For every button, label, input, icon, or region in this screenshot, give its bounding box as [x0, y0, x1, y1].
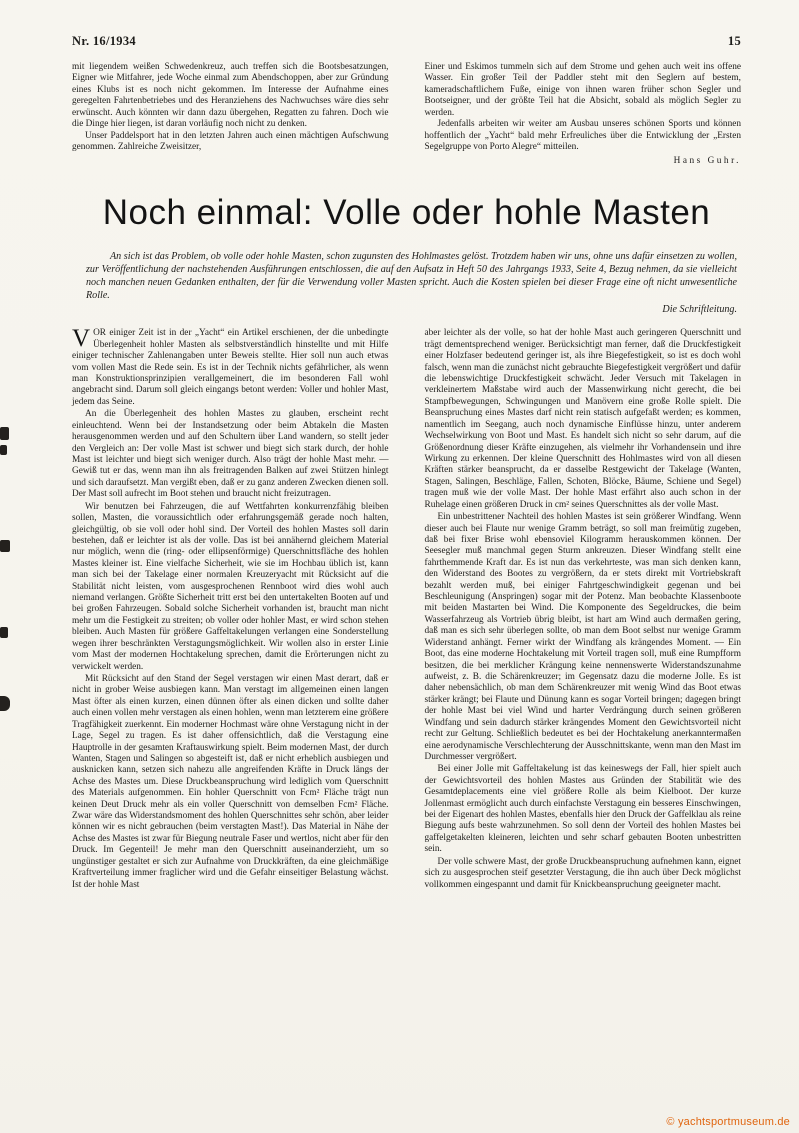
paragraph: aber leichter als der volle, so hat der hohle Mast auch geringeren Querschnitt und trägt dementsprechend weniger. Berücksichtigt man ferner, daß die Druckfestigkeit einer Holzfaser bedeutend geringer ist, als ihre Biegefestigkeit, so ist es doch wohl falsch, wenn man die zunächst nicht gebrauchte Biegefestigkeit vergrößert und dafür die lebenswichtige Druckfestigkeit schwächt. Jeder Versuch mit Takelagen in verkleinertem Maßstabe wird auch der Massenwirkung nicht gerecht, die bei Stampfbewegungen, Schwingungen und Manövern eine große Rolle spielt. Die Beanspruchung eines Mastes darf nicht rein statisch aufgefaßt werden; es kommen, namentlich im Seegang, auch noch dynamische Einflüsse hinzu, unter anderem Wechselwirkung von Boot und Mast. Es handelt sich nicht so sehr darum, auf die Größenordnung dieser Kräfte einzugehen, als vielmehr ihr Vorhandensein und ihre Wirkung zu erkennen. Der kleine Querschnitt des Hohlmastes wird von all diesen Kräften stärker beansprucht, da er dasselbe Restgewicht der Takelage (Wanten, Stagen, Salingen, Beschläge, Fallen, Schoten, Blöcke, Bäume, Schiene und Segel) tragen muß wie der volle Mast. Der hohle Mast erfährt also auch schon in der Ruhelage einen größeren Druck in cm² seines Querschnittes als der volle Mast. [424, 328, 741, 510]
paragraph: Jedenfalls arbeiten wir weiter am Ausbau unseres schönen Sports und können hoffentlich der „Yacht“ bald mehr Erfreuliches über die Entwicklung der „Ersten Segelgruppe von Porto Alegre“ mitteilen. [424, 119, 741, 152]
author-byline: Hans Guhr. [673, 156, 741, 167]
paragraph [72, 325, 389, 408]
top-article [72, 62, 741, 168]
paragraph: Mit Rücksicht auf den Stand der Segel verstagen wir einen Mast derart, daß er nicht in grober Weise ausbiegen kann. Man verstagt im allgemeinen einen langen Mast öfter als einen kurzen, einen dünnen öfter als einen dicken und sollte daher auch einen vollen mehr verstagen als einen hohlen, wenn man letzterem eine größere Tragfähigkeit zuerkennt. Ein moderner Hochmast wäre ohne Verstagung nicht in der Lage, Segel zu tragen. Es ist daher offensichtlich, daß die Verstagung eine Hauptrolle in der gesamten Kraftauswirkung spielt. Beim modernen Mast, der durch Wanten, Stagen und Salingen so abgesteift ist, daß er nicht erheblich ausbiegen und ausknicken kann, setzen sich nahezu alle angreifenden Kräfte in Druck längs der Achse des Mastes um. Diese Druckbeanspruchung wird lediglich vom Querschnitt des Materials aufgenommen. Ein hohler Querschnitt von Fcm² Fläche trägt nun keinen Deut Druck mehr als ein voller Querschnitt von demselben Fcm² Fläche. Zwar wäre das Widerstandsmoment des hohlen Querschnittes sehr schön, aber leider können wir es nicht gebrauchen (beim verstagten Mast!). Das Material in Nähe der Achse des Mastes ist zwar für Biegung neutrale Faser und wertlos, nicht aber für den Druck. Im Gegenteil! Je mehr man den Querschnitt auseinanderzieht, um so ungünstiger gestaltet er sich zur Aufnahme von Druckkräften, da eine gleichmäßige Kraftverteilung immer fraglicher wird und die Gefahr einseitiger Belastung wächst. Ist der hohle Mast [72, 674, 389, 890]
body-right-column [425, 328, 742, 892]
body-left-column [72, 325, 389, 892]
paragraph: mit liegendem weißen Schwedenkreuz, auch treffen sich die Bootsbesatzungen, Eigner wie Mitfahrer, jede Woche einmal zum Abendschoppen, aber zur Gründung eines Klubs ist es noch nicht gekommen. Im Interesse der Aufnahme eines geregelten Fahrtenbetriebes und des Heranziehens des Nachwuchses wäre dies sehr erwünscht. Auch könnten wir dann dazu übergehen, Regatten zu fahren. Doch wie die Dinge hier liegen, ist daran vorläufig noch nicht zu denken. [72, 62, 389, 130]
paragraph: An die Überlegenheit des hohlen Mastes zu glauben, erscheint recht einleuchtend. Wenn bei der Instandsetzung oder beim Abtakeln die Masten herausgenommen werden und auf den Schultern über Land wandern, so stellt jeder den Vergleich an: Der volle Mast ist schwer und biegt sich stark durch, der hohle Mast ist leichter und biegt sich weniger durch. Also trägt der hohle Mast mehr. — Gewiß tut er das, wenn man ihn als freitragenden Balken auf zwei Stützen hinlegt und sich daraufsetzt. Man vergißt eben, daß er zu ganz anderen Zwecken dienen soll. Der Mast soll aufrecht im Boot stehen und braucht nicht freizutragen. [72, 409, 389, 500]
editorial-signature: Die Schriftleitung. [662, 304, 737, 316]
scan-artifact [0, 627, 8, 638]
scan-artifact [0, 696, 10, 711]
issue-number: Nr. 16/1934 [72, 34, 136, 48]
paragraph: Ein unbestrittener Nachteil des hohlen Mastes ist sein größerer Windfang. Wenn dieser auch bei Flaute nur wenige Gramm beträgt, so soll man freimütig zugeben, daß bei fixer Brise wohl ebensoviel Kilogramm herauskommen können. Der Seesegler muß manchmal gegen Sturm ankreuzen. Dieser Windfang stellt eine fahrthemmende Kraft dar. Es ist nun das verkehrteste, was man sich denken kann, den Widerstand des Bootes zu vergrößern, da er stets direkt mit Vortriebskraft bezahlt werden muß, bei einiger Fahrtgeschwindigkeit gegenan und bei Beschleunigung (Anspringen) sogar mit der Potenz. Man beobachte Klassenboote mit beiden Mastarten bei Wind. Die Komponente des Segeldruckes, die beim Wasserfahrzeug als Vortrieb übrig bleibt, ist hart am Wind auch dermaßen gering, daß man es sich sehr überlegen sollte, ob man dem Boot selbst nur wenige Gramm Widerstand anhängt. Ferner wirkt der Windfang als krängendes Moment. — Ein Boot, das eine moderne Hochtakelung mit Vorteil tragen soll, muß eine Rumpfform besitzen, die bei merklicher Krängung keine nennenswerte Widerstandszunahme aufweist, z. B. die Schärenkreuzer; im Gegensatz dazu die moderne Jolle. Es ist daher nebensächlich, ob man dem Schärenkreuzer mit wenig Wind das Boot etwas stärker krängt; bei Flaute und Dünung kann es sogar Vorteil bringen; dagegen bringt der hohle Mast bei viel Wind und harter Verdrängung durch seinen größeren Windfang und sein dadurch stärker krängendes Moment den Gewichtsvorteil nicht recht zur Geltung. Schließlich bedeutet es bei der Hochtakelung anerkanntermaßen eine aerodynamische Verschlechterung der Ausschnittskante, wenn man den Mast im Durchmesser vergrößert. [424, 512, 741, 762]
scan-artifact [0, 445, 7, 455]
article-headline: Noch einmal: Volle oder hohle Masten [102, 192, 711, 232]
paragraph-text: OR einiger Zeit ist in der „Yacht“ ein Artikel erschienen, der die unbedingte Überlegenheit hohler Masten als selbstverständlich hinstellte und mit Hilfe einiger technischer Zahlenangaben unter Beweis stellte. Hier soll nun auch etwas vom vollen Mast die Rede sein. Es ist in der Technik nichts gefährlicher, als wenn man Konstruktionsprinzipien verallgemeinert, die im besonderen Fall wohl angebracht sind. Darum soll gleich eingangs betont werden: Voller und hohler Mast, jedem das Seine. [72, 328, 389, 407]
scan-artifact [0, 427, 9, 440]
paragraph: Bei einer Jolle mit Gaffeltakelung ist das keineswegs der Fall, hier spielt auch der Gewichtsvorteil des hohlen Mastes aus Gründen der Stabilität wie des Gesamtdeplacements eine viel größere Rolle als beim Kielboot. Der kurze Jollenmast ermöglicht auch durch einfachste Verstagung ein besseres Einschwingen, bei der Eigenart des hohlen Mastes, ebenfalls hier den Druck der Gaffelklau als reine Biegung aufs beste wahrzunehmen. So soll denn der Vorteil des hohlen Mastes bei gaffelgetakelten kleineren, leichten und sehr scharf gebauten Booten unbestritten sein. [424, 764, 741, 855]
paragraph: Der volle schwere Mast, der große Druckbeanspruchung aufnehmen kann, eignet sich zu ausgesprochen steif gesetzter Verstagung, die ihn auch über Deck möglichst vollkommen eingespannt und damit für Knickbeanspruchung geeigneter macht. [424, 856, 741, 890]
drop-cap: V [72, 325, 91, 353]
page-number: 15 [727, 34, 741, 48]
paragraph: Wir benutzen bei Fahrzeugen, die auf Wettfahrten konkurrenzfähig bleiben sollen, Masten, die voraussichtlich oder erfahrungsgemäß gerade noch halten, gleichgültig, ob sie voll oder hohl sind. Der Vorteil des hohlen Mastes soll darin bestehen, daß er leichter ist als der volle. Das ist bei annähernd gleichem Material nur möglich, wenn die (ring- oder ellipsenförmige) Querschnittsfläche des hohlen Mastes kleiner ist. Eine vielfache Sicherheit, wie sie im Hochbau üblich ist, kann man sich bei der Takelage einer normalen Kreuzeryacht mit Rücksicht auf die Stabilität nicht leisten, vom ausgesprochenen Rennboot wird dies wohl auch niemand verlangen. Größte Sicherheit tritt erst bei den untertakelten Booten auf und bei großen Fahrzeugen. Sobald solche Sicherheit vorhanden ist, braucht man nicht mehr um die Festigkeit zu streiten; ob voller oder hohler Mast, er wird schon stehen bleiben. Auch Masten für größere Gaffeltakelungen verlangen eine Sonderstellung wegen ihrer beschränkten Verstagungsmöglichkeit. Wir wollen also in erster Linie vom Mast der modernen Hochtakelung sprechen, damit die Erörterungen nicht zu verwickelt werden. [72, 501, 389, 672]
paragraph: Einer und Eskimos tummeln sich auf dem Strome und gehen auch weit ins offene Wasser. Ein großer Teil der Paddler steht mit den Seglern auf bestem, kameradschaftlichem Fuße, einige von ihnen waren früher schon Segler und Bootseigner, und der größte Teil hat die Absicht, sobald als möglich Segler zu werden. [424, 62, 741, 118]
editorial-intro [86, 250, 737, 317]
paragraph: Unser Paddelsport hat in den letzten Jahren auch einen mächtigen Aufschwung genommen. Zahlreiche Zweisitzer, [72, 130, 389, 152]
watermark-credit: © yachtsportmuseum.de [666, 1116, 790, 1128]
page-header [72, 34, 741, 49]
intro-paragraph: An sich ist das Problem, ob volle oder hohle Masten, schon zugunsten des Hohlmastes gelöst. Trotzdem haben wir uns, ohne uns dafür einsetzen zu wollen, zur Veröffentlichung der nachstehenden Ausführungen entschlossen, die auf den Aufsatz in Heft 50 des Jahrgangs 1933, Seite 4, Bezug nehmen, da sie vielleicht noch manchen neuen Gedanken enthalten, der für die Verwendung voller Masten spricht. Auch die Kosten spielen bei dieser Frage eine oft nicht unwesentliche Rolle. [86, 250, 737, 302]
scan-artifact [0, 540, 10, 552]
article-body [72, 325, 741, 892]
top-right-column [425, 62, 742, 168]
top-left-column [72, 62, 389, 168]
